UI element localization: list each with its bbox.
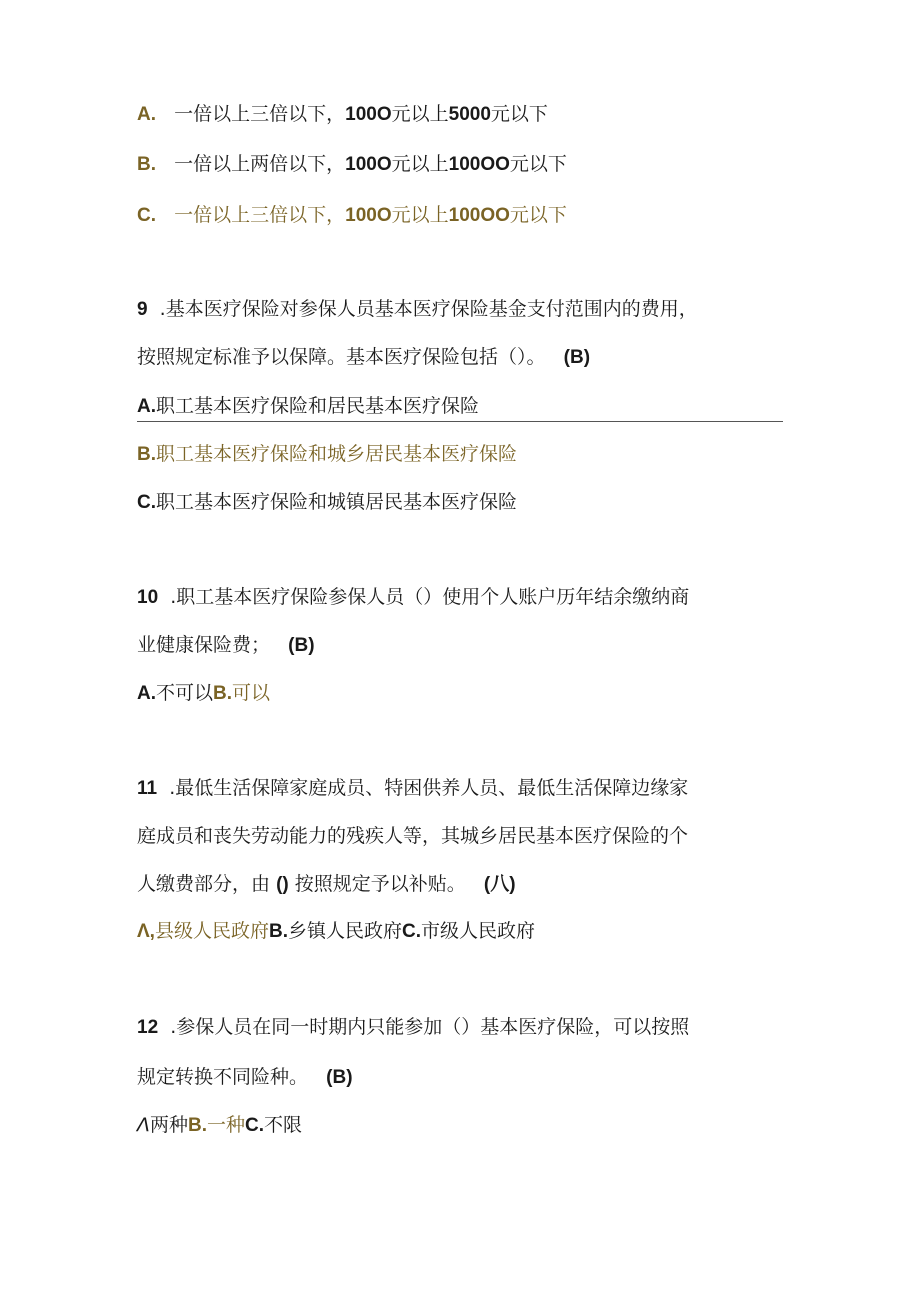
answer-key: (B) xyxy=(563,347,591,368)
q9-option-c xyxy=(137,489,517,516)
question-number: 12 xyxy=(137,1017,159,1038)
option-text: 元以下 xyxy=(509,204,567,226)
option-text: 元以上 xyxy=(391,103,449,125)
q9-option-b xyxy=(137,441,517,468)
answer-key: (B) xyxy=(288,635,315,656)
option-number: 100O xyxy=(345,205,392,226)
q11-stem-line2 xyxy=(137,823,688,849)
option-number: 100O xyxy=(345,104,392,125)
question-text: 按照规定予以补贴。 xyxy=(294,873,466,895)
option-letter: C. xyxy=(245,1115,265,1136)
q12-stem-line1 xyxy=(137,1014,689,1041)
question-text: .参保人员在同一时期内只能参加（）基本医疗保险，可以按照 xyxy=(170,1016,690,1038)
option-number: 5000 xyxy=(448,104,491,125)
option-text: 元以上 xyxy=(391,204,449,226)
option-text: 职工基本医疗保险和居民基本医疗保险 xyxy=(156,395,480,417)
divider-line xyxy=(137,421,783,422)
q11-stem-line1 xyxy=(137,775,688,802)
question-text: .基本医疗保险对参保人员基本医疗保险基金支付范围内的费用， xyxy=(159,298,698,320)
q12-options xyxy=(137,1112,302,1139)
option-letter: B. xyxy=(188,1115,208,1136)
option-text: 县级人民政府 xyxy=(154,920,269,942)
q9-stem-line2 xyxy=(137,344,590,371)
option-text: 元以上 xyxy=(391,153,449,175)
option-letter: B. xyxy=(137,444,156,465)
q8-option-c xyxy=(137,202,567,229)
option-text: 元以下 xyxy=(509,153,567,175)
option-number: 100OO xyxy=(448,154,510,175)
option-text: 一种 xyxy=(207,1114,246,1136)
option-letter: Λ, xyxy=(137,921,155,942)
answer-key: (B) xyxy=(326,1067,353,1088)
q9-stem-line1 xyxy=(137,296,698,323)
q8-option-a xyxy=(137,101,548,128)
q11-options xyxy=(137,918,535,945)
option-letter: A. xyxy=(137,683,156,704)
answer-key: (八) xyxy=(483,874,516,895)
option-letter: Λ xyxy=(137,1114,150,1136)
q10-stem-line1 xyxy=(137,584,689,611)
option-text: 元以下 xyxy=(490,103,548,125)
question-text: .职工基本医疗保险参保人员（）使用个人账户历年结余缴纳商 xyxy=(170,586,690,608)
question-blank: () xyxy=(276,874,289,895)
option-text: 两种 xyxy=(150,1114,189,1136)
question-text: .最低生活保障家庭成员、特困供养人员、最低生活保障边缘家 xyxy=(169,777,689,799)
option-text: 不限 xyxy=(264,1114,303,1136)
question-number: 10 xyxy=(137,587,159,608)
option-text: 一倍以上两倍以下， xyxy=(174,153,346,175)
option-number: 100O xyxy=(345,154,392,175)
option-letter: B. xyxy=(213,683,233,704)
question-number: 9 xyxy=(137,299,148,320)
q11-stem-line3 xyxy=(137,871,516,898)
option-text: 职工基本医疗保险和城乡居民基本医疗保险 xyxy=(156,443,518,465)
option-letter: B. xyxy=(268,921,288,942)
q12-stem-line2 xyxy=(137,1064,353,1091)
q9-option-a xyxy=(137,393,479,420)
option-letter: C. xyxy=(137,492,156,513)
option-letter: C. xyxy=(401,921,421,942)
question-text: 按照规定标准予以保障。基本医疗保险包括（）。 xyxy=(137,346,546,368)
option-text: 市级人民政府 xyxy=(420,920,535,942)
option-text: 职工基本医疗保险和城镇居民基本医疗保险 xyxy=(156,491,518,513)
q8-option-b xyxy=(137,151,567,178)
question-text: 庭成员和丧失劳动能力的残疾人等，其城乡居民基本医疗保险的个 xyxy=(137,825,689,847)
option-text: 可以 xyxy=(232,682,271,704)
option-letter: A. xyxy=(137,104,156,125)
option-number: 100OO xyxy=(448,205,510,226)
option-text: 乡镇人民政府 xyxy=(287,920,402,942)
option-letter: A. xyxy=(137,396,156,417)
question-text: 业健康保险费； xyxy=(137,634,271,656)
question-text: 人缴费部分，由 xyxy=(137,873,271,895)
q10-stem-line2 xyxy=(137,632,315,659)
option-letter: B. xyxy=(137,154,156,175)
option-text: 一倍以上三倍以下， xyxy=(174,204,346,226)
option-text: 不可以 xyxy=(156,682,214,704)
option-text: 一倍以上三倍以下， xyxy=(174,103,346,125)
question-number: 11 xyxy=(137,778,158,799)
option-letter: C. xyxy=(137,205,156,226)
q10-options xyxy=(137,680,270,707)
question-text: 规定转换不同险种。 xyxy=(137,1066,309,1088)
